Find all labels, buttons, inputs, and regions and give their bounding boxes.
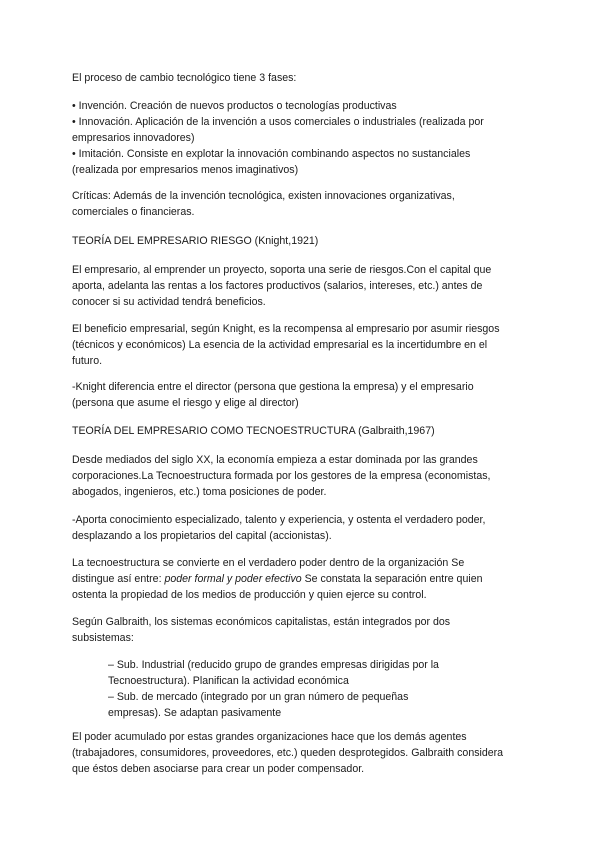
text-line: aporta, adelanta las rentas a los factores productivos (salarios, intereses, etc.) antes de [72,280,483,292]
text-line: Según Galbraith, los sistemas económicos capitalistas, están integrados por dos [72,616,451,628]
text-line: desplazando a los propietarios del capital (accionistas). [72,530,332,542]
text-line: que éstos deben asociarse para crear un poder compensador. [72,763,365,775]
intro-paragraph [72,70,532,86]
tecno-paragraph-3 [72,555,532,603]
text-line: El beneficio empresarial, según Knight, es la recompensa al empresario por asumir riesgos [72,323,500,335]
phase-imitacion: • Imitación. Consiste en explotar la innovación combinando aspectos no sustanciales [72,148,471,160]
phase-innovacion-cont: empresarios innovadores) [72,132,195,144]
text-line: -Aporta conocimiento especializado, talento y experiencia, y ostenta el verdadero poder, [72,514,486,526]
section-heading: TEORÍA DEL EMPRESARIO COMO TECNOESTRUCTURA (Galbraith,1967) [72,425,435,437]
section-heading: TEORÍA DEL EMPRESARIO RIESGO (Knight,1921) [72,235,319,247]
text-span: distingue así entre: [72,573,165,585]
text-line: futuro. [72,355,103,367]
emphasis-text: poder formal y poder efectivo [164,573,302,585]
phase-imitacion-cont: (realizada por empresarios menos imaginativos) [72,164,299,176]
phase-innovacion: • Innovación. Aplicación de la invención a usos comerciales o industriales (realizada por [72,116,484,128]
heading-empresario-riesgo [72,233,532,249]
text-line: (trabajadores, consumidores, proveedores, etc.) queden desprotegidos. Galbraith considera [72,747,504,759]
list-item: – Sub. de mercado (integrado por un gran número de pequeñas [108,691,409,703]
text-line: El empresario, al emprender un proyecto, soporta una serie de riesgos.Con el capital que [72,264,492,276]
text-line: abogados, ingenieros, etc.) toma posiciones de poder. [72,486,327,498]
text-line: (técnicos y económicos) La esencia de la actividad empresarial es la incertidumbre en el [72,339,488,351]
text-line: conocer si su actividad tendrá beneficios. [72,296,266,308]
riesgo-paragraph-3 [72,379,532,411]
text-line: ostenta la propiedad de los medios de producción y quien ejerce su control. [72,589,427,601]
riesgo-paragraph-1 [72,262,532,310]
phase-invencion: • Invención. Creación de nuevos productos o tecnologías productivas [72,100,397,112]
text-line: corporaciones.La Tecnoestructura formada por los gestores de la empresa (economistas, [72,470,491,482]
tecno-paragraph-4 [72,614,532,646]
text-line: comerciales o financieras. [72,206,195,218]
phases-list [72,98,532,178]
text-span: Se constata la separación entre quien [301,573,483,585]
text-line: Críticas: Además de la invención tecnológica, existen innovaciones organizativas, [72,190,455,202]
text-line: La tecnoestructura se convierte en el verdadero poder dentro de la organización Se [72,557,465,569]
list-item: empresas). Se adaptan pasivamente [108,707,282,719]
text-line: -Knight diferencia entre el director (persona que gestiona la empresa) y el empresario [72,381,474,393]
text-line: subsistemas: [72,632,134,644]
text-line [72,571,532,587]
text-line: Desde mediados del siglo XX, la economía empieza a estar dominada por las grandes [72,454,478,466]
tecno-paragraph-5 [72,729,532,777]
subsistemas-list [108,657,528,721]
tecno-paragraph-2 [72,512,532,544]
text-line: El proceso de cambio tecnológico tiene 3 fases: [72,72,297,84]
text-line: (persona que asume el riesgo y elige al director) [72,397,299,409]
riesgo-paragraph-2 [72,321,532,369]
heading-tecnoestructura [72,423,532,439]
list-item: – Sub. Industrial (reducido grupo de grandes empresas dirigidas por la [108,659,439,671]
text-line: El poder acumulado por estas grandes organizaciones hace que los demás agentes [72,731,467,743]
list-item: Tecnoestructura). Planifican la actividad económica [108,675,349,687]
criticas-paragraph [72,188,532,220]
tecno-paragraph-1 [72,452,532,500]
